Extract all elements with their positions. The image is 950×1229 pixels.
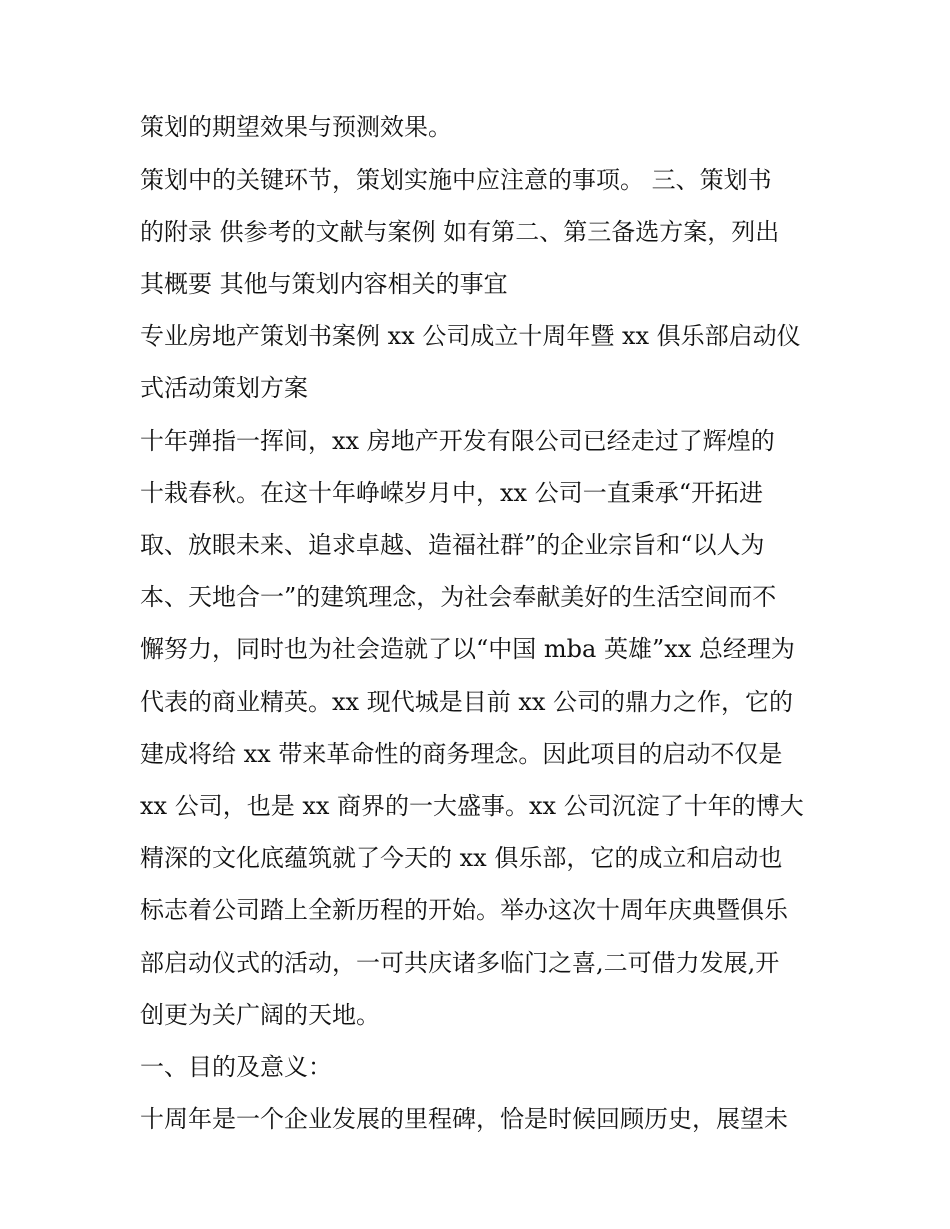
text-line: 本、天地合一”的建筑理念，为社会奉献美好的生活空间而不 <box>140 583 777 611</box>
text-line: 其概要 其他与策划内容相关的事宜 <box>140 270 508 298</box>
text-line: 建成将给 xx 带来革命性的商务理念。因此项目的启动不仅是 <box>140 740 783 768</box>
text-line: 专业房地产策划书案例 xx 公司成立十周年暨 xx 俱乐部启动仪 <box>140 322 801 350</box>
text-line: 取、放眼未来、追求卓越、造福社群”的企业宗旨和“以人为 <box>140 531 765 559</box>
text-line: 精深的文化底蕴筑就了今天的 xx 俱乐部，它的成立和启动也 <box>140 844 783 872</box>
text-line: 创更为关广阔的天地。 <box>140 1001 380 1029</box>
text-line: 的附录 供参考的文献与案例 如有第二、第三备选方案，列出 <box>140 218 780 246</box>
text-line: 代表的商业精英。xx 现代城是目前 xx 公司的鼎力之作，它的 <box>140 688 794 716</box>
text-line: 一、目的及意义： <box>140 1053 332 1081</box>
text-line: 部启动仪式的活动，一可共庆诸多临门之喜,二可借力发展,开 <box>140 949 780 977</box>
text-line: 十年弹指一挥间，xx 房地产开发有限公司已经走过了辉煌的 <box>140 427 775 455</box>
text-line: 十栽春秋。在这十年峥嵘岁月中，xx 公司一直秉承“开拓进 <box>140 479 763 507</box>
text-line: 策划中的关键环节，策划实施中应注意的事项。 三、策划书 <box>140 166 772 194</box>
text-line: xx 公司，也是 xx 商界的一大盛事。xx 公司沉淀了十年的博大 <box>140 792 804 820</box>
text-line: 标志着公司踏上全新历程的开始。举办这次十周年庆典暨俱乐 <box>140 896 788 924</box>
text-line: 十周年是一个企业发展的里程碑，恰是时候回顾历史，展望未 <box>140 1105 788 1133</box>
text-line: 策划的期望效果与预测效果。 <box>140 113 452 141</box>
text-line: 懈努力，同时也为社会造就了以“中国 mba 英雄”xx 总经理为 <box>140 635 795 663</box>
text-line: 式活动策划方案 <box>140 374 308 402</box>
